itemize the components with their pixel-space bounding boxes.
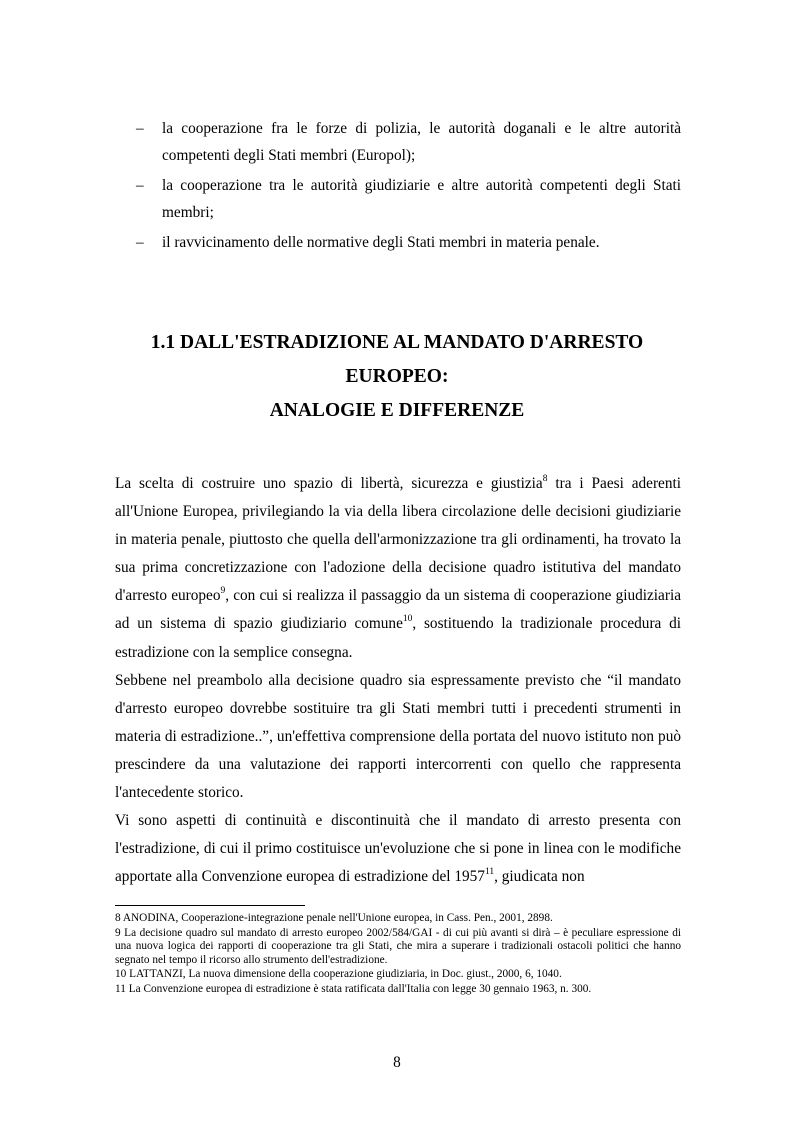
section-heading [110, 326, 684, 428]
footnote-ref-9[interactable]: 9 [220, 586, 226, 597]
heading-line-3: ANALOGIE E DIFFERENZE [269, 400, 525, 421]
list-item-text: la cooperazione tra le autorità giudiziarie e altre autorità competenti degli Stati membri; [162, 177, 681, 221]
footnote-divider [115, 905, 305, 906]
body-text [115, 470, 681, 891]
heading-line-1: 1.1 DALL'ESTRADIZIONE AL MANDATO D'ARRESTO [150, 332, 644, 353]
heading-line-2: EUROPEO: [345, 366, 449, 387]
dash-bullet-icon: – [136, 177, 144, 194]
footnote: 10 LATTANZI, La nuova dimensione della cooperazione giudiziaria, in Doc. giust., 2000, 6, 1040. [115, 968, 562, 980]
footnote-ref-11[interactable]: 11 [484, 867, 495, 878]
list-item [136, 172, 681, 226]
paragraph-2: Sebbene nel preambolo alla decisione quadro sia espressamente previsto che “il mandato d'arresto europeo dovrebbe sostituire tra gli Stati membri tutti i precedenti strumenti in materia di estradizione..”, un'effettiva comprensione della portata del nuovo istituto non può prescindere da una valutazione dei rapporti intercorrenti con quello che rappresenta l'antecedente storico. [115, 671, 681, 802]
paragraph-3: Vi sono aspetti di continuità e discontinuità che il mandato di arresto presenta con l'estradizione, di cui il primo costituisce un'evoluzione che si pone in linea con le modifiche apportate alla Convenzione europea di estradizione del 1957$^{11}$, giudicata non [115, 812, 681, 886]
list-item-text: il ravvicinamento delle normative degli Stati membri in materia penale. [162, 234, 600, 251]
list-item [136, 115, 681, 169]
list-item-text: la cooperazione fra le forze di polizia, le autorità doganali e le altre autorità competenti degli Stati membri (Europol); [162, 120, 681, 164]
footnote: 9 La decisione quadro sul mandato di arresto europeo 2002/584/GAI - di cui più avanti si dirà – è peculiare espressione di una nuova logica dei rapporti di cooperazione tra gli Stati, che mira a superare i tradizionali ostacoli politici che hanno segnato nel tempo il ricorso allo strumento dell'estradizione. [115, 926, 681, 966]
footnote-ref-8[interactable]: 8 [542, 473, 548, 484]
dash-bullet-icon: – [136, 120, 144, 137]
dash-bullet-icon: – [136, 234, 144, 251]
footnote: 11 La Convenzione europea di estradizione è stata ratificata dall'Italia con legge 30 gennaio 1963, n. 300. [115, 982, 592, 995]
page-number: 8 [393, 1054, 401, 1071]
paragraph-1: La scelta di costruire uno spazio di libertà, sicurezza e giustizia$^8$ tra i Paesi aderenti all'Unione Europea, privilegiando la via della libera circolazione delle decisioni giudiziarie in materia penale, piuttosto che quella dell'armonizzazione tra gli ordinamenti, ha trovato la sua prima concretizzazione con l'adozione della decisione quadro istitutiva del mandato d'arresto europeo$^9$, con cui si realizza il passaggio da un sistema di cooperazione giudiziaria ad un sistema di spazio giudiziario comune$^{10}$, sostituendo la tradizionale procedura di estradizione con la semplice consegna. [115, 473, 681, 661]
bullet-list [136, 115, 681, 259]
footnote: 8 ANODINA, Cooperazione-integrazione penale nell'Unione europea, in Cass. Pen., 2001, 2898. [115, 912, 553, 924]
footnote-ref-10[interactable]: 10 [402, 614, 413, 625]
list-item [136, 229, 681, 256]
footnotes [115, 912, 681, 997]
